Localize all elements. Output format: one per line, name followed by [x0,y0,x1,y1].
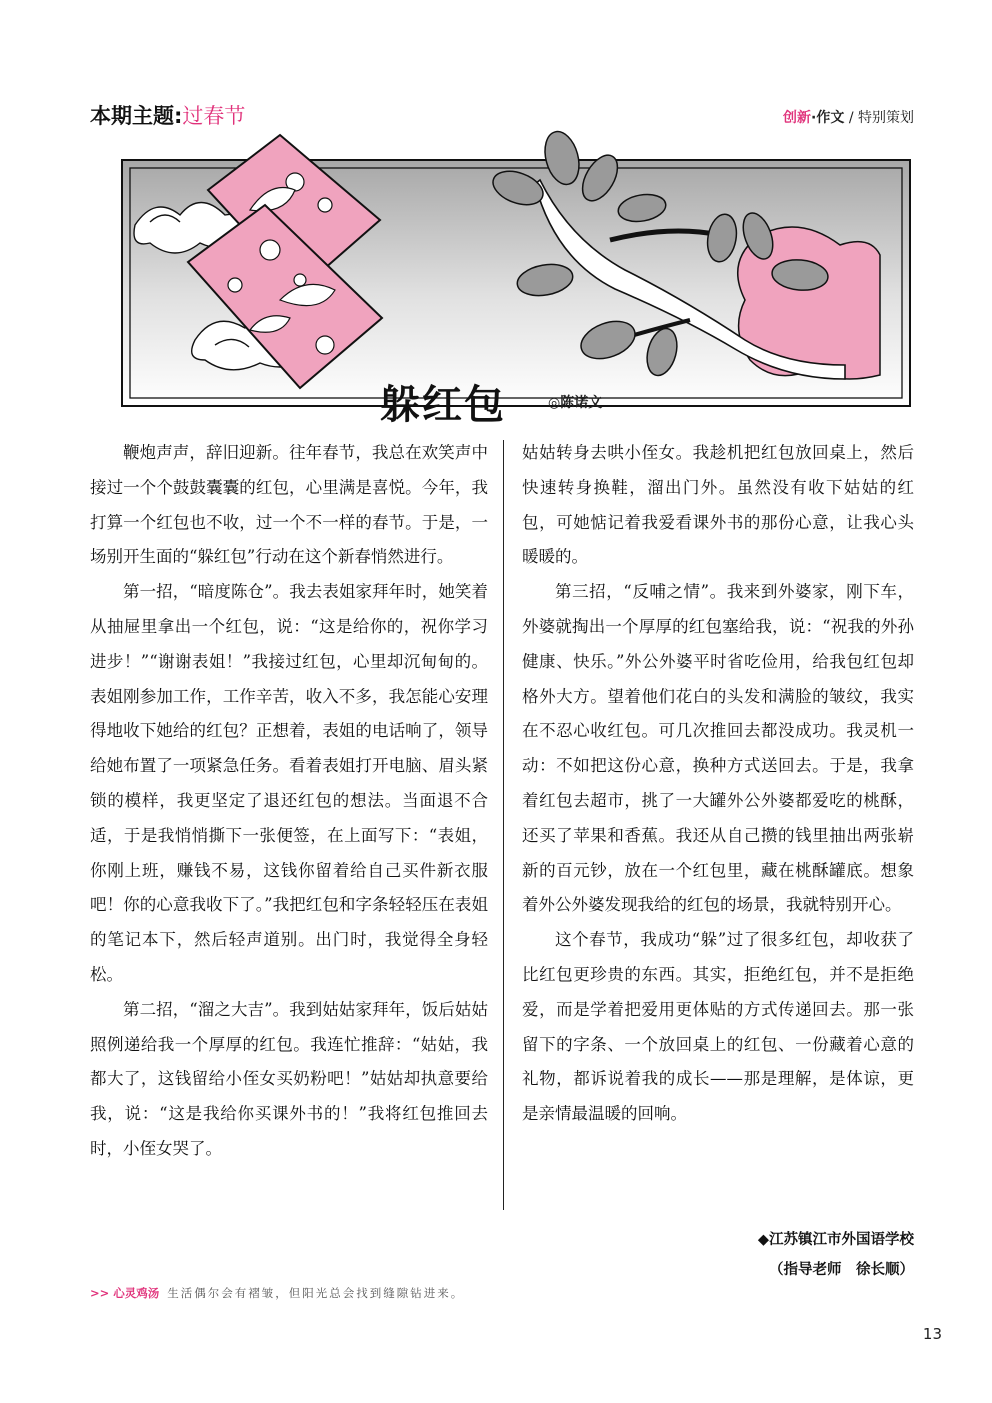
section-sub: 特别策划 [858,110,914,126]
page-number: 13 [922,1325,942,1343]
article-title: 躲红包 [380,382,506,428]
theme-value: 过春节 [182,104,246,128]
body-paragraph: 姑姑转身去哄小侄女。我趁机把红包放回桌上，然后快速转身换鞋，溜出门外。虽然没有收下姑姑的红包，可她惦记着我爱看课外书的那份心意，让我心头暖暖的。 [522,443,914,567]
article-right-column [522,436,914,1132]
brand-name: 创新 [783,110,812,126]
body-paragraph: 鞭炮声声，辞旧迎新。往年春节，我总在欢笑声中接过一个个鼓鼓囊囊的红包，心里满是喜悦。今年，我打算一个红包也不收，过一个不一样的春节。于是，一场别开生面的“躲红包”行动在这个新春悄然进行。 [90,443,488,567]
footer-quote: 生活偶尔会有褶皱，但阳光总会找到缝隙钻进来。 [167,1286,465,1300]
body-paragraph: 这个春节，我成功“躲”过了很多红包，却收获了比红包更珍贵的东西。其实，拒绝红包，并不是拒绝爱，而是学着把爱用更体贴的方式传递回去。那一张留下的字条、一个放回桌上的红包、一份藏着心意的礼物，都诉说着我的成长——那是理解，是体谅，更是亲情最温暖的回响。 [522,930,914,1124]
theme-label: 本期主题 [90,104,174,128]
footer-quote-bar [90,1285,464,1301]
header-slash: / [848,110,854,126]
brand-dot: · [811,110,817,126]
theme-separator: : [174,104,183,128]
body-paragraph: 第一招，“暗度陈仓”。我去表姐家拜年时，她笑着从抽屉里拿出一个红包，说：“这是给你的，祝你学习进步！”“谢谢表姐！”我接过红包，心里却沉甸甸的。表姐刚参加工作，工作辛苦，收入不多，我怎能心安理得地收下她给的红包？正想着，表姐的电话响了，领导给她布置了一项紧急任务。看着表姐打开电脑、眉头紧锁的模样，我更坚定了退还红包的想法。当面退不合适，于是我悄悄撕下一张便签，在上面写下：“表姐，你刚上班，赚钱不易，这钱你留着给自己买件新衣服吧！你的心意我收下了。”我把红包和字条轻轻压在表姐的笔记本下，然后轻声道别。出门时，我觉得全身轻松。 [90,582,488,984]
column-divider [503,440,504,1210]
body-paragraph: 第三招，“反哺之情”。我来到外婆家，刚下车，外婆就掏出一个厚厚的红包塞给我，说：“祝我的外孙健康、快乐。”外公外婆平时省吃俭用，给我包红包却格外大方。望着他们花白的头发和满脸的皱纹，我实在不忍心收红包。可几次推回去都没成功。我灵机一动：不如把这份心意，换种方式送回去。于是，我拿着红包去超市，挑了一大罐外公外婆都爱吃的桃酥，还买了苹果和香蕉。我还从自己攒的钱里抽出两张崭新的百元钞，放在一个红包里，藏在桃酥罐底。想象着外公外婆发现我给的红包的场景，我就特别开心。 [522,582,914,915]
footer-tag: >> 心灵鸡汤 [90,1286,160,1300]
author-teacher: （指导老师 徐长顺） [769,1262,914,1278]
banner-illustration [0,0,992,430]
author-school: ◆江苏镇江市外国语学校 [757,1232,914,1248]
body-paragraph: 第二招，“溜之大吉”。我到姑姑家拜年，饭后姑姑照例递给我一个厚厚的红包。我连忙推辞：“姑姑，我都大了，这钱留给小侄女买奶粉吧！”姑姑却执意要给我，说：“这是我给你买课外书的！”我将红包推回去时，小侄女哭了。 [90,999,488,1158]
article-left-column [90,436,488,1167]
section-name: 作文 [816,110,845,126]
article-author: ◎陈诺文 [548,395,603,411]
